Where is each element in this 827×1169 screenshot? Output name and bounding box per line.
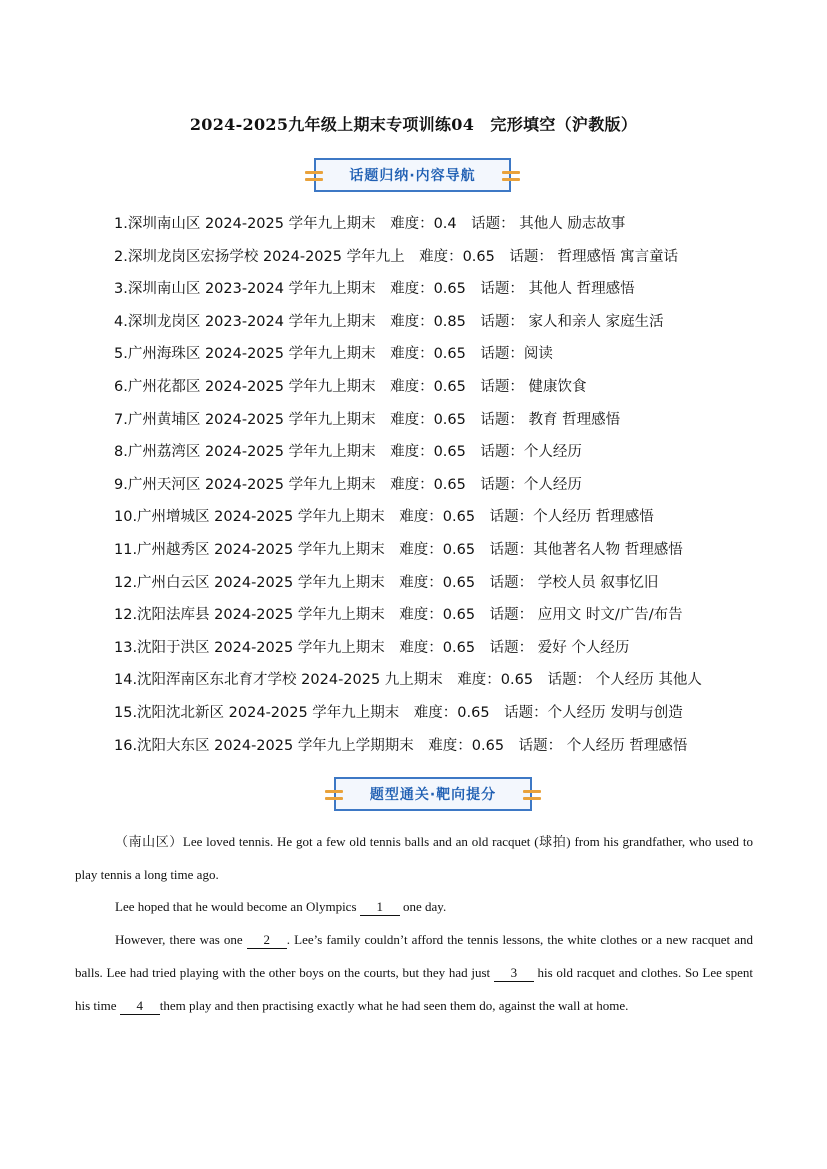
- banner-decoration-icon: [325, 789, 343, 803]
- banner-decoration-icon: [502, 170, 520, 184]
- list-item[interactable]: 13.沈阳于洪区 2024-2025 学年九上期末 难度：0.65 话题： 爱好 个人经历: [114, 639, 630, 656]
- blank-2[interactable]: 2: [247, 932, 287, 949]
- topic-navigation-list: [114, 210, 702, 764]
- blank-1[interactable]: 1: [360, 899, 400, 916]
- list-item[interactable]: 4.深圳龙岗区 2023-2024 学年九上期末 难度：0.85 话题： 家人和亲人 家庭生活: [114, 313, 664, 330]
- passage-text: his old racquet and clothes. So Lee spent his time: [75, 964, 753, 1013]
- list-item[interactable]: 5.广州海珠区 2024-2025 学年九上期末 难度：0.65 话题：阅读: [114, 346, 553, 363]
- section-banner-topics: [314, 158, 511, 192]
- banner-label: 话题归纳·内容导航: [349, 168, 476, 184]
- banner-decoration-icon: [305, 170, 323, 184]
- list-item[interactable]: 7.广州黄埔区 2024-2025 学年九上期末 难度：0.65 话题： 教育 哲理感悟: [114, 411, 621, 428]
- list-item[interactable]: 16.沈阳大东区 2024-2025 学年九上学期期末 难度：0.65 话题： 个人经历 哲理感悟: [114, 737, 688, 754]
- passage-text: . Lee’s family couldn’t afford the tennis lessons, the white clothes or a new racquet and balls. Lee had tried playing with the other boys on the courts, but they had just: [75, 932, 754, 980]
- list-item[interactable]: 11.广州越秀区 2024-2025 学年九上期末 难度：0.65 话题：其他著名人物 哲理感悟: [114, 541, 683, 558]
- banner-label: 题型通关·靶向提分: [369, 787, 497, 803]
- list-item[interactable]: 10.广州增城区 2024-2025 学年九上期末 难度：0.65 话题：个人经历 哲理感悟: [114, 509, 654, 526]
- list-item[interactable]: 12.广州白云区 2024-2025 学年九上期末 难度：0.65 话题： 学校人员 叙事忆旧: [114, 574, 659, 591]
- list-item[interactable]: 14.沈阳浑南区东北育才学校 2024-2025 九上期末 难度：0.65 话题： 个人经历 其他人: [114, 672, 702, 689]
- list-item[interactable]: 3.深圳南山区 2023-2024 学年九上期末 难度：0.65 话题： 其他人 哲理感悟: [114, 281, 635, 298]
- list-item[interactable]: 9.广州天河区 2024-2025 学年九上期末 难度：0.65 话题：个人经历: [114, 476, 582, 493]
- blank-3[interactable]: 3: [494, 965, 534, 982]
- passage-text: them play and then practising exactly what he had seen them do, against the wall at home.: [159, 997, 629, 1013]
- passage-text: However, there was one: [115, 932, 247, 947]
- banner-decoration-icon: [523, 789, 541, 803]
- list-item[interactable]: 8.广州荔湾区 2024-2025 学年九上期末 难度：0.65 话题：个人经历: [114, 444, 582, 461]
- passage-text: （南山区）Lee loved tennis. He got a few old tennis balls and an old racquet (球拍) from his grandfather, who used to play tennis a long time ago.: [75, 834, 753, 882]
- list-item[interactable]: 2.深圳龙岗区宏扬学校 2024-2025 学年九上 难度：0.65 话题： 哲理感悟 寓言童话: [114, 248, 679, 265]
- passage-paragraph: [75, 826, 753, 892]
- blank-4[interactable]: 4: [120, 998, 160, 1015]
- list-item[interactable]: 1.深圳南山区 2024-2025 学年九上期末 难度：0.4 话题： 其他人 励志故事: [114, 216, 626, 232]
- section-banner-practice: [334, 777, 532, 811]
- passage-paragraph: [75, 891, 753, 924]
- passage-text: Lee hoped that he would become an Olympics: [115, 899, 360, 914]
- list-item[interactable]: 12.沈阳法库县 2024-2025 学年九上期末 难度：0.65 话题： 应用文 时文/广告/布告: [114, 607, 683, 624]
- list-item[interactable]: 6.广州花都区 2024-2025 学年九上期末 难度：0.65 话题： 健康饮食: [114, 378, 587, 395]
- page-title: 2024-2025九年级上期末专项训练04 完形填空（沪教版）: [189, 115, 638, 134]
- passage-paragraph: [75, 924, 753, 1022]
- passage-text: one day.: [399, 899, 447, 914]
- list-item[interactable]: 15.沈阳沈北新区 2024-2025 学年九上期末 难度：0.65 话题：个人经历 发明与创造: [114, 704, 683, 721]
